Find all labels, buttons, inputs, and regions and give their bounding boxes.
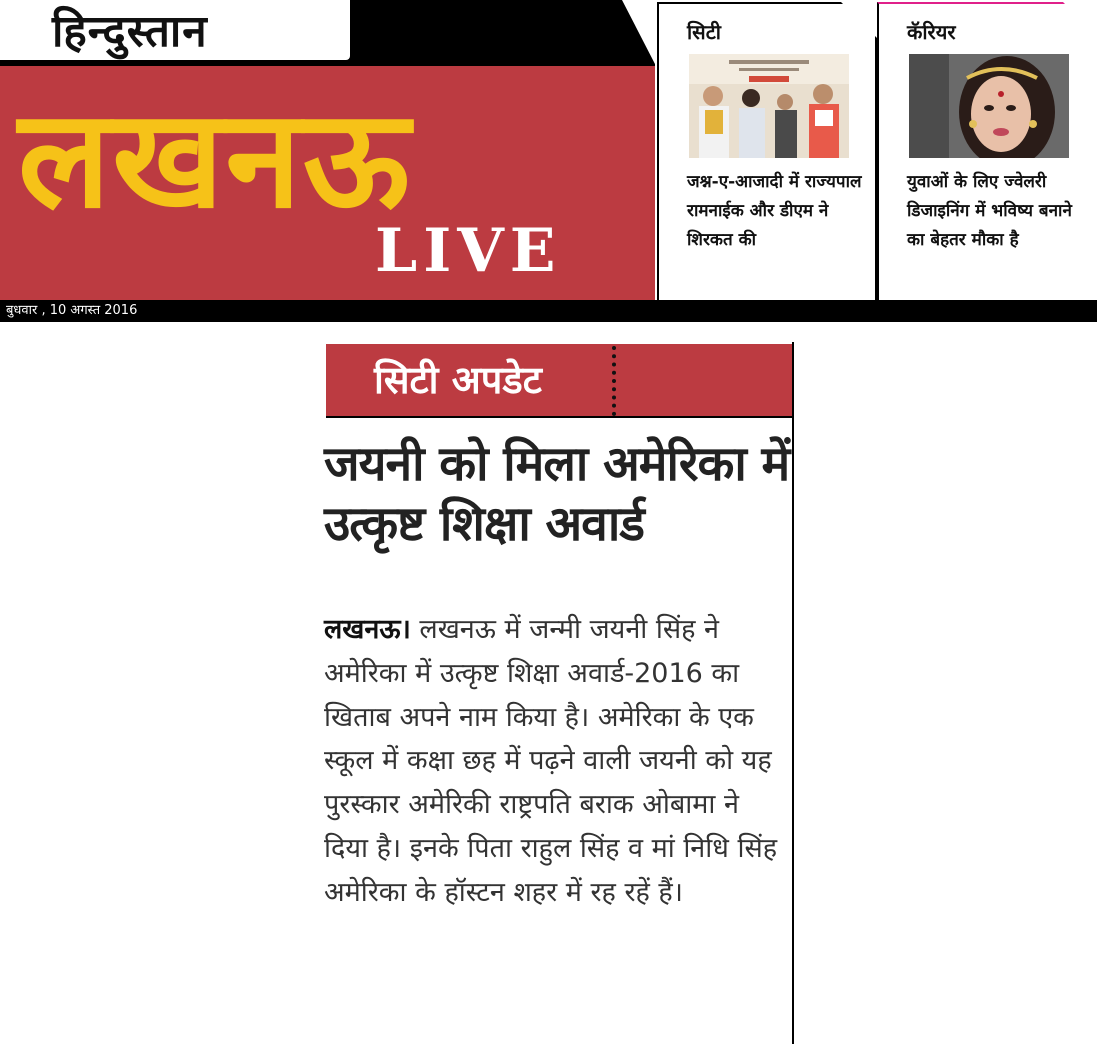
city-panel	[0, 66, 655, 300]
teaser-career[interactable]	[877, 2, 1097, 300]
article-body-text: लखनऊ में जन्मी जयनी सिंह ने अमेरिका में उत्कृष्ट शिक्षा अवार्ड-2016 का खिताब अपने नाम किया है। अमेरिका के एक स्कूल में कक्षा छह में पढ़ने वाली जयनी को यह पुरस्कार अमेरिकी राष्ट्रपति बराक ओबामा ने दिया है। इनके पिता राहुल सिंह व मां निधि सिंह अमेरिका के हॉस्टन शहर में रह रहें हैं।	[324, 614, 778, 908]
teaser-corner	[841, 2, 877, 38]
masthead	[0, 0, 1097, 322]
article-body	[324, 608, 790, 915]
event-photo[interactable]	[689, 54, 849, 158]
city-title: लखनऊ	[18, 81, 412, 239]
teaser-headline[interactable]: जश्न-ए-आजादी में राज्यपाल रामनाईक और डीएम ने शिरकत की	[687, 172, 862, 250]
teaser-headline[interactable]: युवाओं के लिए ज्वेलरी डिजाइनिंग में भविष्य बनाने का बेहतर मौका है	[907, 172, 1072, 250]
article	[324, 342, 796, 1044]
teaser-label: कॅरियर	[907, 20, 956, 44]
dateline: लखनऊ।	[324, 614, 411, 645]
issue-date: बुधवार , 10 अगस्त 2016	[6, 303, 138, 318]
teaser-corner	[1063, 2, 1097, 38]
brand-bar	[0, 0, 655, 66]
teaser-city[interactable]	[657, 2, 877, 300]
section-rule	[326, 416, 792, 418]
section-label: सिटी अपडेट	[374, 358, 542, 402]
article-headline: जयनी को मिला अमेरिका में उत्कृष्ट शिक्षा अवार्ड	[324, 436, 790, 552]
date-bar	[0, 300, 1097, 322]
model-portrait[interactable]	[909, 54, 1069, 158]
dotted-divider	[612, 346, 616, 416]
section-tag	[326, 344, 792, 416]
brand-name: हिन्दुस्तान	[52, 6, 208, 57]
teaser-label: सिटी	[687, 20, 721, 44]
brand-logo[interactable]	[0, 0, 350, 60]
live-label: LIVE	[375, 216, 562, 286]
